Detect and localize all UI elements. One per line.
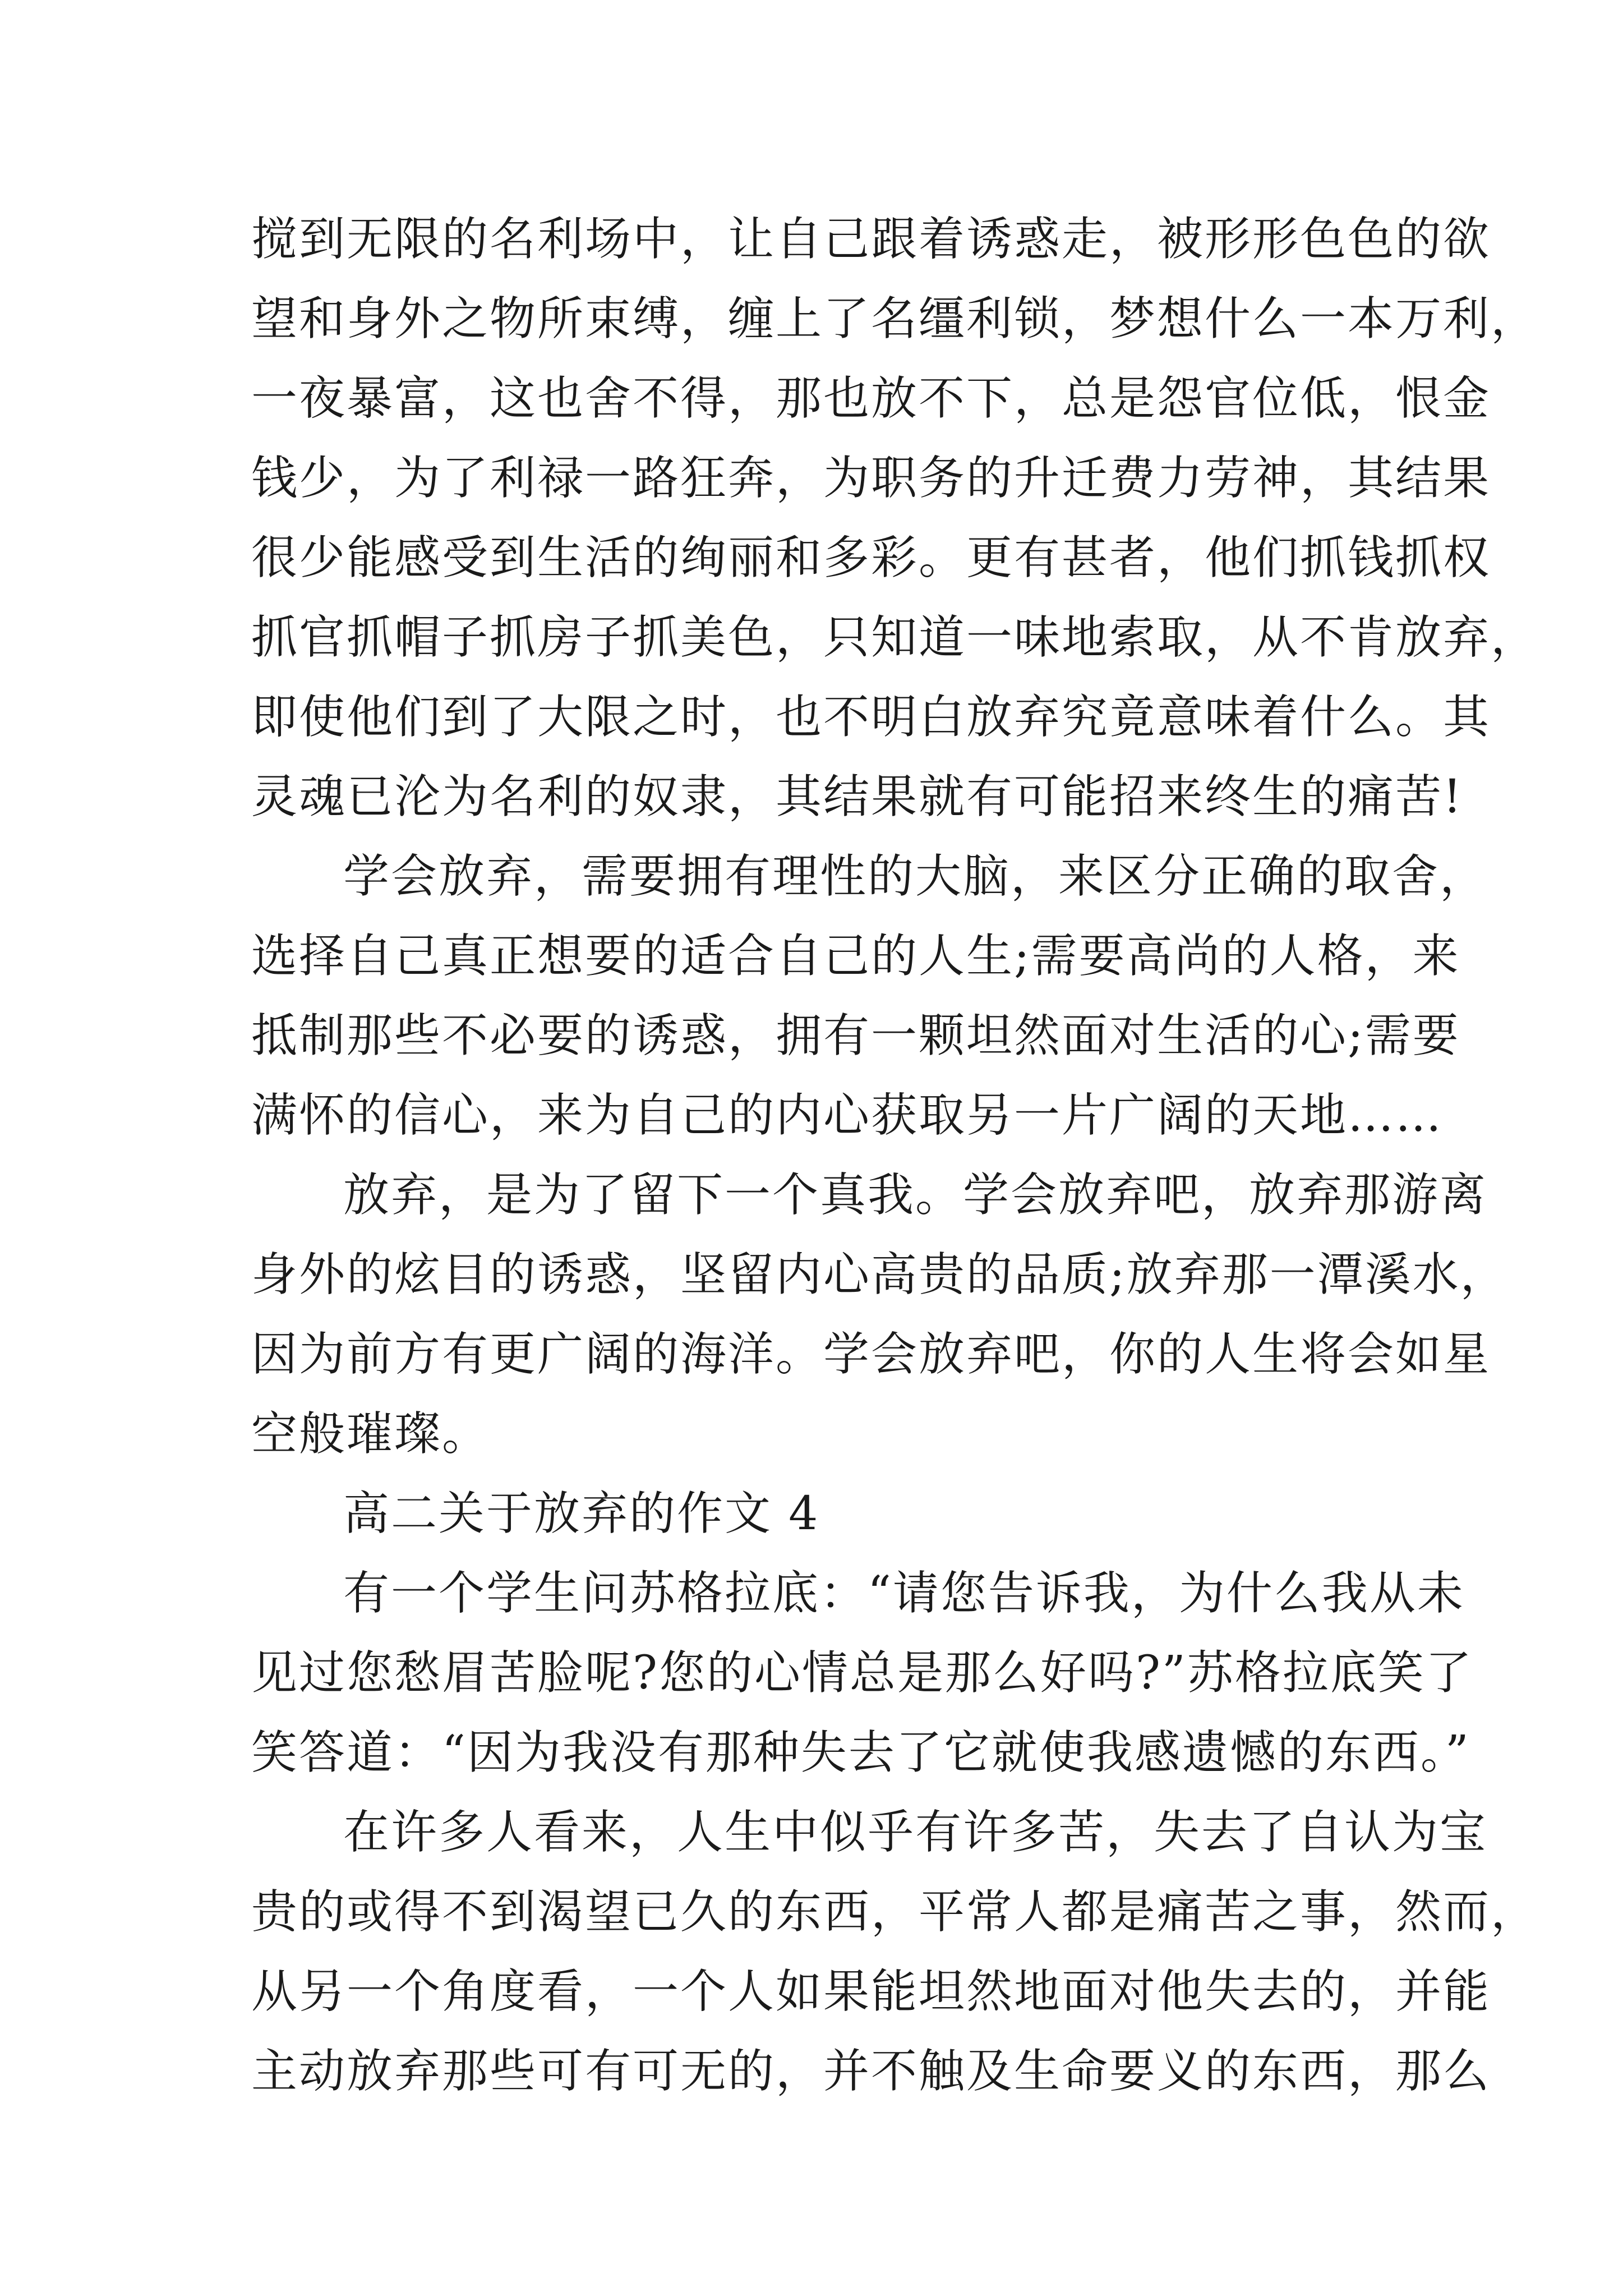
- text-line: 灵魂已沦为名利的奴隶，其结果就有可能招来终生的痛苦!: [251, 770, 1463, 823]
- paragraph-2: [251, 837, 1488, 1156]
- document-body: [251, 200, 1539, 2111]
- text-line: 望和身外之物所束缚，缠上了名缰利锁，梦想什么一本万利，: [251, 292, 1539, 346]
- text-line: 在许多人看来，人生中似乎有许多苦，失去了自认为宝: [343, 1806, 1488, 1859]
- text-line: 很少能感受到生活的绚丽和多彩。更有甚者，他们抓钱抓权: [251, 531, 1491, 585]
- text-line: 空般璀璨。: [251, 1407, 490, 1461]
- text-line: 见过您愁眉苦脸呢?您的心情总是那么好吗?”苏格拉底笑了: [251, 1646, 1473, 1700]
- text-line: 抓官抓帽子抓房子抓美色，只知道一味地索取，从不肯放弃，: [251, 611, 1539, 664]
- text-line: 有一个学生问苏格拉底：“请您告诉我，为什么我从未: [343, 1567, 1465, 1620]
- text-line: 满怀的信心，来为自己的内心获取另一片广阔的天地……: [251, 1089, 1444, 1142]
- text-line: 笑答道：“因为我没有那种失去了它就使我感遗憾的东西。”: [251, 1726, 1470, 1779]
- section-heading: [251, 1474, 1395, 1554]
- text-line: 搅到无限的名利场中，让自己跟着诱惑走，被形形色色的欲: [251, 213, 1491, 266]
- text-line: 选择自己真正想要的适合自己的人生;需要高尚的人格，来: [251, 930, 1460, 983]
- text-line: 学会放弃，需要拥有理性的大脑，来区分正确的取舍，: [343, 850, 1488, 903]
- text-line: 钱少，为了利禄一路狂奔，为职务的升迁费力劳神，其结果: [251, 452, 1491, 505]
- text-line: 抵制那些不必要的诱惑，拥有一颗坦然面对生活的心;需要: [251, 1009, 1460, 1062]
- text-line: 身外的炫目的诱惑，坚留内心高贵的品质;放弃那一潭溪水，: [251, 1248, 1508, 1301]
- paragraph-5: [251, 1554, 1473, 1793]
- text-line: 即使他们到了大限之时，也不明白放弃究竟意味着什么。其: [251, 691, 1491, 744]
- paragraph-6: [251, 1793, 1539, 2111]
- text-line: 一夜暴富，这也舍不得，那也放不下，总是怨官位低，恨金: [251, 372, 1491, 425]
- paragraph-3: [251, 1156, 1508, 1474]
- text-line: 因为前方有更广阔的海洋。学会放弃吧，你的人生将会如星: [251, 1328, 1491, 1381]
- essay-title: 高二关于放弃的作文 4: [343, 1487, 820, 1540]
- text-line: 主动放弃那些可有可无的，并不触及生命要义的东西，那么: [251, 2045, 1491, 2098]
- text-line: 放弃，是为了留下一个真我。学会放弃吧，放弃那游离: [343, 1168, 1488, 1222]
- paragraph-1: [251, 200, 1539, 837]
- text-line: 从另一个角度看，一个人如果能坦然地面对他失去的，并能: [251, 1965, 1491, 2018]
- text-line: 贵的或得不到渴望已久的东西，平常人都是痛苦之事，然而，: [251, 1885, 1539, 1939]
